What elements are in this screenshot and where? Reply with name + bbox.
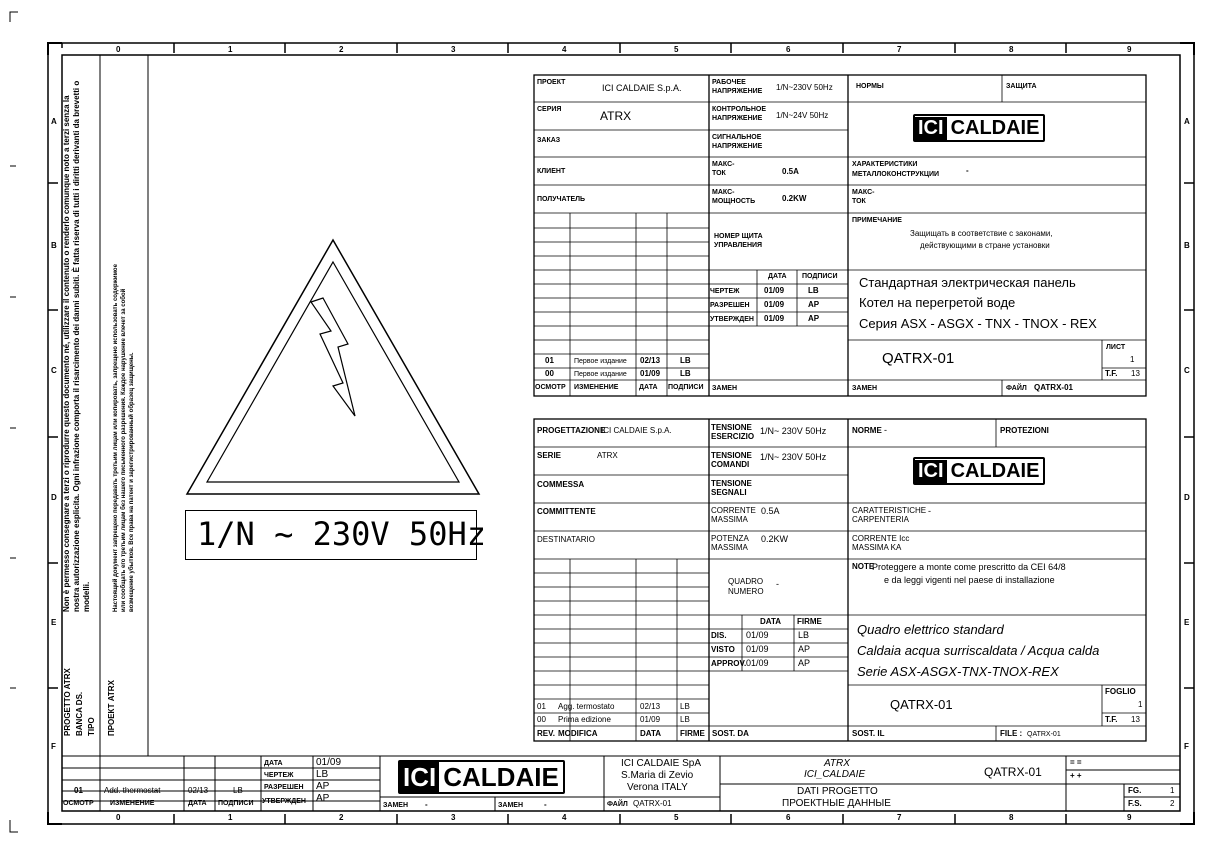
row-label-d: D	[51, 493, 57, 502]
project-it-label: PROGETTO ATRX	[63, 668, 72, 736]
it-note-2: e da leggi vigenti nel paese di installazione	[884, 575, 1055, 585]
project-ru-label: ПРОЕКТ ATRX	[107, 680, 116, 736]
voltage-label: 1/N ~ 230V 50Hz	[197, 515, 486, 553]
it-potenza-value: 0.2KW	[761, 534, 789, 544]
bottom-title-1: ATRX	[824, 758, 850, 769]
bottom-fs-label: F.S.	[1128, 799, 1142, 808]
row-label-a-right: A	[1184, 117, 1190, 126]
bottom-drawing-code: QATRX-01	[984, 765, 1042, 779]
bottom-company-logo	[398, 760, 565, 794]
col-label-0-bottom: 0	[116, 813, 121, 822]
ru-primechanie-1: Защищать в соответствие с законами,	[910, 229, 1053, 238]
ru-podpisi-label: ПОДПИСИ	[802, 273, 838, 280]
bottom-title-3: DATI PROGETTO	[797, 786, 878, 797]
bottom-company-2: S.Maria di Zevio	[621, 770, 694, 781]
col-label-3-bottom: 3	[451, 813, 456, 822]
ru-utverzhden-label: УТВЕРЖДЕН	[710, 316, 754, 323]
it-tens-seg-2: SEGNALI	[711, 488, 747, 497]
ru-primechanie-2: действующими в стране установки	[920, 241, 1050, 250]
ru-maks-mosh-value: 0.2KW	[782, 194, 807, 203]
ru-razreshen-date: 01/09	[764, 300, 785, 309]
ru-seria-value: ATRX	[600, 109, 632, 123]
ru-proekt-label: ПРОЕКТ	[537, 79, 566, 86]
it-note-1: Proteggere a monte come prescritto da CEI 64/8	[872, 562, 1066, 572]
bottom-title-4: ПРОЕКТНЫЕ ДАННЫЕ	[782, 798, 891, 809]
bottom-rev-sign: LB	[233, 786, 243, 795]
ru-rev0-sign: LB	[680, 369, 691, 378]
ru-maks-mosh-label-2: МОЩНОСТЬ	[712, 198, 756, 205]
it-dis-date: 01/09	[746, 630, 769, 640]
col-label-9: 9	[1127, 45, 1132, 54]
col-label-2-bottom: 2	[339, 813, 344, 822]
ru-logo-ici: ICI	[915, 117, 947, 140]
it-quadro-1: QUADRO	[728, 577, 764, 586]
it-dis-sign: LB	[798, 630, 810, 640]
it-tens-com-1: TENSIONE	[711, 451, 752, 460]
ru-rab-napr-label-2: НАПРЯЖЕНИЕ	[712, 88, 763, 95]
it-desc-3: Serie ASX-ASGX-TNX-TNOX-REX	[857, 664, 1059, 679]
bottom-chertezh-label: ЧЕРТЕЖ	[264, 772, 294, 779]
ru-normy-label: НОРМЫ	[856, 83, 884, 90]
ru-logo-caldaie: CALDAIE	[950, 116, 1040, 139]
it-protezioni-label: PROTEZIONI	[1000, 426, 1049, 435]
bottom-fail-label: ФАЙЛ	[607, 801, 628, 808]
col-label-0: 0	[116, 45, 121, 54]
ru-maks-tok2-1: МАКС-	[852, 189, 875, 196]
row-label-b: B	[51, 241, 57, 250]
bottom-h-izmenenie: ИЗМЕНЕНИЕ	[110, 800, 155, 807]
tipo-label: TIPO	[87, 717, 96, 736]
it-data-label: DATA	[760, 617, 782, 626]
bottom-title-2: ICI_CALDAIE	[804, 769, 866, 780]
it-corrente-icc-2: MASSIMA KA	[852, 543, 902, 552]
ru-h-osmotr: ОСМОТР	[535, 384, 566, 391]
it-file-value: QATRX-01	[1027, 731, 1061, 738]
col-label-6: 6	[786, 45, 791, 54]
bottom-fail-value: QATRX-01	[633, 799, 672, 808]
it-rev1-desc: Agg. termostato	[558, 702, 615, 711]
it-rev1-no: 01	[537, 702, 546, 711]
ru-fail-value: QATRX-01	[1034, 383, 1073, 392]
it-tens-seg-1: TENSIONE	[711, 479, 752, 488]
ru-zamen-1: ЗАМЕН	[712, 385, 737, 392]
it-logo-caldaie: CALDAIE	[950, 459, 1040, 482]
it-rev0-no: 00	[537, 715, 546, 724]
it-visto-date: 01/09	[746, 644, 769, 654]
ru-poluchatel-label: ПОЛУЧАТЕЛЬ	[537, 196, 586, 203]
ru-rev1-date: 02/13	[640, 356, 661, 365]
ru-utverzhden-sign: AP	[808, 314, 820, 323]
ru-utverzhden-date: 01/09	[764, 314, 785, 323]
it-approv-sign: AP	[798, 658, 811, 668]
ru-sign-napr-label-1: СИГНАЛЬНОЕ	[712, 134, 762, 141]
it-progettazione-value: ICI CALDAIE S.p.A.	[601, 426, 672, 435]
it-note-label: NOTE	[852, 562, 875, 571]
ru-chertezh-sign: LB	[808, 286, 819, 295]
it-tf-label: T.F.	[1105, 715, 1118, 724]
it-commessa-label: COMMESSA	[537, 480, 585, 489]
ru-list-value: 1	[1130, 355, 1135, 364]
ru-maks-tok-label-1: МАКС-	[712, 161, 735, 168]
it-norme-label: NORME	[852, 426, 882, 435]
col-label-3: 3	[451, 45, 456, 54]
col-label-8: 8	[1009, 45, 1014, 54]
ru-rev1-no: 01	[545, 356, 554, 365]
ru-rev0-desc: Первое издание	[574, 371, 627, 378]
ru-fail-label: ФАЙЛ	[1006, 385, 1027, 392]
ru-harakt-value: -	[966, 166, 969, 175]
row-label-b-right: B	[1184, 241, 1190, 250]
ru-sign-napr-label-2: НАПРЯЖЕНИЕ	[712, 143, 763, 150]
it-progettazione-label: PROGETTAZIONE	[537, 426, 606, 435]
it-desc-2: Caldaia acqua surriscaldata / Acqua calda	[857, 643, 1100, 658]
ru-tf-value: 13	[1131, 369, 1140, 378]
ru-company-logo	[913, 114, 1045, 142]
bottom-eq-2: + +	[1070, 771, 1082, 780]
ru-list-label: ЛИСТ	[1106, 344, 1126, 351]
it-rev0-date: 01/09	[640, 715, 661, 724]
it-tf-value: 13	[1131, 715, 1140, 724]
it-potenza-2: MASSIMA	[711, 543, 748, 552]
bottom-fg-value: 1	[1170, 786, 1175, 795]
row-label-d-right: D	[1184, 493, 1190, 502]
ru-proekt-value: ICI CALDAIE S.p.A.	[602, 83, 682, 93]
ru-maks-mosh-label-1: МАКС-	[712, 189, 735, 196]
it-serie-label: SERIE	[537, 451, 562, 460]
bottom-chertezh-value: LB	[316, 769, 329, 780]
ru-kontr-napr-value: 1/N~24V 50Hz	[776, 111, 829, 120]
bottom-h-data: ДАТА	[188, 800, 207, 807]
row-label-f: F	[51, 742, 56, 751]
ru-chertezh-label: ЧЕРТЕЖ	[710, 288, 740, 295]
ru-seria-label: СЕРИЯ	[537, 106, 562, 113]
it-h-data: DATA	[640, 729, 662, 738]
it-corrente-icc-1: CORRENTE Icc	[852, 534, 910, 543]
it-approv-date: 01/09	[746, 658, 769, 668]
it-rev1-date: 02/13	[640, 702, 661, 711]
ru-rab-napr-value: 1/N~230V 50Hz	[776, 83, 833, 92]
it-sost-da: SOST. DA	[712, 729, 749, 738]
bottom-h-osmotr: ОСМОТР	[63, 800, 94, 807]
it-corrente-1: CORRENTE	[711, 506, 756, 515]
ru-desc-3: Серия ASX - ASGX - TNX - TNOX - REX	[859, 316, 1097, 331]
ru-h-data: ДАТА	[639, 384, 658, 391]
bottom-eq-1: = =	[1070, 758, 1082, 767]
it-quadro-value: -	[776, 579, 779, 589]
it-serie-value: ATRX	[597, 451, 618, 460]
ru-klient-label: КЛИЕНТ	[537, 168, 566, 175]
it-h-firme: FIRME	[680, 729, 705, 738]
col-label-8-bottom: 8	[1009, 813, 1014, 822]
col-label-2: 2	[339, 45, 344, 54]
ru-zakaz-label: ЗАКАЗ	[537, 137, 561, 144]
it-corrente-2: MASSIMA	[711, 515, 748, 524]
bottom-company-1: ICI CALDAIE SpA	[621, 758, 702, 769]
row-label-c-right: C	[1184, 366, 1190, 375]
it-desc-1: Quadro elettrico standard	[857, 622, 1004, 637]
it-rev0-sign: LB	[680, 715, 690, 724]
it-caratt-value: -	[928, 506, 931, 516]
ru-data-label: ДАТА	[768, 273, 787, 280]
it-committente-label: COMMITTENTE	[537, 507, 596, 516]
col-label-9-bottom: 9	[1127, 813, 1132, 822]
it-quadro-2: NUMERO	[728, 587, 764, 596]
bottom-logo-ici: ICI	[400, 762, 439, 793]
it-sost-il: SOST. IL	[852, 729, 885, 738]
bottom-fg-label: FG.	[1128, 786, 1142, 795]
it-logo-ici: ICI	[915, 460, 947, 483]
ru-desc-1: Стандартная электрическая панель	[859, 275, 1076, 290]
it-file-label: FILE :	[1000, 729, 1023, 738]
it-corrente-value: 0.5A	[761, 506, 780, 516]
high-voltage-warning-icon	[183, 236, 483, 498]
it-approv-label: APPROV.	[711, 659, 747, 668]
ru-maks-tok-label-2: ТОК	[712, 170, 726, 177]
bottom-utverzhden-value: AP	[316, 793, 330, 804]
bottom-fs-value: 2	[1170, 799, 1175, 808]
it-tens-es-value: 1/N~ 230V 50Hz	[760, 426, 827, 436]
bottom-rev-desc: Add. thermostat	[104, 786, 161, 795]
bottom-logo-caldaie: CALDAIE	[443, 761, 559, 792]
bottom-h-podpisi: ПОДПИСИ	[218, 800, 254, 807]
row-label-f-right: F	[1184, 742, 1189, 751]
it-visto-sign: AP	[798, 644, 811, 654]
it-caratt-1: CARATTERISTICHE	[852, 506, 927, 515]
ru-maks-tok-value: 0.5A	[782, 167, 799, 176]
it-drawing-code: QATRX-01	[890, 697, 953, 712]
ru-rev0-no: 00	[545, 369, 554, 378]
ru-rev1-desc: Первое издание	[574, 358, 627, 365]
col-label-1-bottom: 1	[228, 813, 233, 822]
it-foglio-value: 1	[1138, 700, 1143, 709]
bottom-rev-date: 02/13	[188, 786, 209, 795]
it-tens-com-2: COMANDI	[711, 460, 750, 469]
ru-rab-napr-label-1: РАБОЧЕЕ	[712, 79, 746, 86]
bottom-zamen-1: ЗАМЕН	[383, 802, 408, 809]
col-label-4-bottom: 4	[562, 813, 567, 822]
bottom-data-label: ДАТА	[264, 760, 283, 767]
it-company-logo	[913, 457, 1045, 485]
ru-maks-tok2-2: ТОК	[852, 198, 866, 205]
ru-primechanie-label: ПРИМЕЧАНИЕ	[852, 217, 902, 224]
ru-kontr-napr-label-2: НАПРЯЖЕНИЕ	[712, 115, 763, 122]
ru-h-izmenenie: ИЗМЕНЕНИЕ	[574, 384, 619, 391]
bottom-zamen-2: ЗАМЕН	[498, 802, 523, 809]
it-caratt-2: CARPENTERIA	[852, 515, 909, 524]
it-rev1-sign: LB	[680, 702, 690, 711]
bottom-razreshen-value: AP	[316, 781, 330, 792]
ru-kontr-napr-label-1: КОНТРОЛЬНОЕ	[712, 106, 767, 113]
col-label-1: 1	[228, 45, 233, 54]
ru-nomer-shita-1: НОМЕР ЩИТА	[714, 233, 763, 240]
bottom-utverzhden-label: УТВЕРЖДЕН	[262, 798, 306, 805]
it-firme-label: FIRME	[797, 617, 822, 626]
col-label-4: 4	[562, 45, 567, 54]
it-dis-label: DIS.	[711, 631, 727, 640]
ru-nomer-shita-2: УПРАВЛЕНИЯ	[714, 242, 763, 249]
col-label-5: 5	[674, 45, 679, 54]
it-foglio-label: FOGLIO	[1105, 687, 1136, 696]
it-tens-es-1: TENSIONE	[711, 423, 752, 432]
it-potenza-1: POTENZA	[711, 534, 749, 543]
row-label-a: A	[51, 117, 57, 126]
ru-harakt-2: МЕТАЛЛОКОНСТРУКЦИИ	[852, 171, 940, 178]
it-h-rev: REV.	[537, 729, 555, 738]
bottom-zamen-2-value: -	[544, 800, 547, 809]
ru-chertezh-date: 01/09	[764, 286, 785, 295]
it-h-modifica: MODIFICA	[558, 729, 598, 738]
confidentiality-notice-ru: Настоящий документ запрещено передавать третьим лицам или копировать, запрещено использовать содержимое или сообщать его третьим лицам без нашего письменного разрешения. Каждое нарушение влечет за собой возмещение убытков. Все права на патент и зарегистрированный образец защищены.	[113, 264, 135, 612]
row-label-e-right: E	[1184, 618, 1190, 627]
ru-rev1-sign: LB	[680, 356, 691, 365]
confidentiality-notice-it: Non è permesso consegnare a terzi o riprodurre questo documento né, utilizzare il contenuto o renderlo comunque noto a terzi senza la nostra autorizzazione esplicita. Ogni infrazione comporta il risarcimento dei danni subiti. È fatta riserva di tutti i diritti derivanti da brevetti o modelli.	[62, 80, 91, 612]
ru-zamen-2: ЗАМЕН	[852, 385, 877, 392]
ru-h-podpisi: ПОДПИСИ	[668, 384, 704, 391]
ru-tf-label: T.F.	[1105, 369, 1118, 378]
col-label-5-bottom: 5	[674, 813, 679, 822]
bottom-company-3: Verona ITALY	[627, 782, 688, 793]
ru-drawing-code: QATRX-01	[882, 350, 955, 367]
col-label-6-bottom: 6	[786, 813, 791, 822]
bottom-rev-no: 01	[74, 786, 83, 795]
row-label-e: E	[51, 618, 57, 627]
bottom-data-value: 01/09	[316, 757, 342, 768]
row-label-c: C	[51, 366, 57, 375]
it-tens-com-value: 1/N~ 230V 50Hz	[760, 452, 827, 462]
it-visto-label: VISTO	[711, 645, 735, 654]
it-norme-value: -	[884, 425, 887, 435]
bottom-zamen-1-value: -	[425, 800, 428, 809]
it-tens-es-2: ESERCIZIO	[711, 432, 755, 441]
ru-harakt-1: ХАРАКТЕРИСТИКИ	[852, 161, 918, 168]
ru-razreshen-sign: AP	[808, 300, 820, 309]
it-destinatario-label: DESTINATARIO	[537, 535, 595, 544]
ru-razreshen-label: РАЗРЕШЕН	[710, 302, 750, 309]
col-label-7: 7	[897, 45, 902, 54]
ru-zashita-label: ЗАЩИТА	[1006, 83, 1037, 90]
col-label-7-bottom: 7	[897, 813, 902, 822]
ru-desc-2: Котел на перегретой воде	[859, 295, 1016, 310]
it-rev0-desc: Prima edizione	[558, 715, 611, 724]
ru-rev0-date: 01/09	[640, 369, 661, 378]
bottom-razreshen-label: РАЗРЕШЕН	[264, 784, 304, 791]
banca-label: BANCA DS.	[75, 691, 84, 736]
